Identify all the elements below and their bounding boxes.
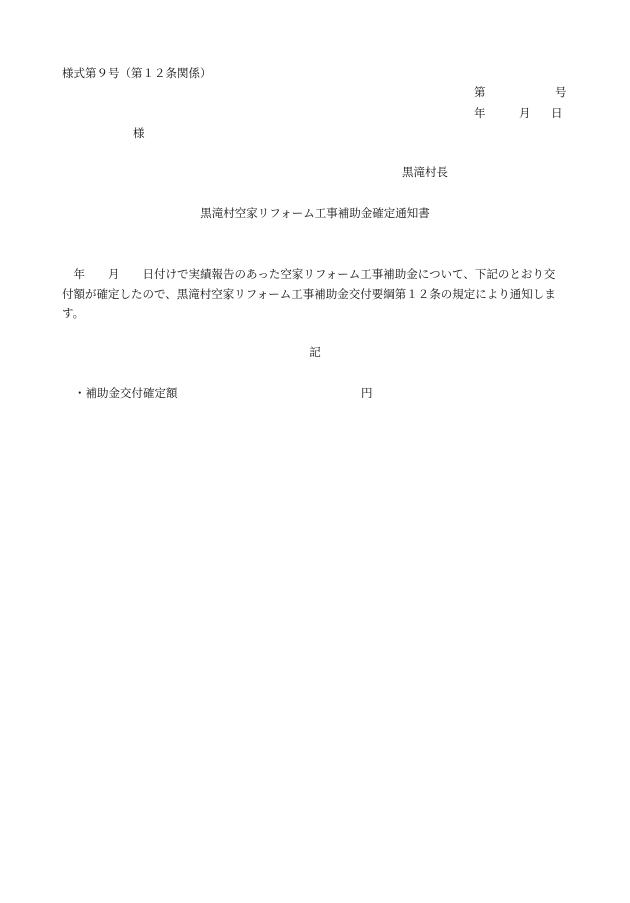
document-number-prefix: 第 [474,85,486,99]
document-number-suffix: 号 [555,85,567,99]
notice-body [62,265,582,324]
confirmed-amount-label: ・補助金交付確定額 [74,386,178,400]
date-month-label: 月 [519,106,531,120]
confirmed-amount-unit: 円 [361,386,373,400]
date-day-label: 日 [551,106,563,120]
record-heading: 記 [309,345,321,359]
issuer-name: 黒滝村長 [402,165,448,179]
notice-body-line: 付額が確定したので、黒滝村空家リフォーム工事補助金交付要綱第１２条の規定により通知しま [62,286,556,301]
document-title: 黒滝村空家リフォーム工事補助金確定通知書 [200,206,430,220]
notice-body-line: 年 月 日付けで実績報告のあった空家リフォーム工事補助金について、下記のとおり交 [62,267,556,281]
date-year-label: 年 [474,106,486,120]
addressee-suffix: 様 [133,126,145,140]
notice-body-line: す。 [62,306,85,320]
form-number: 様式第９号（第１２条関係） [62,66,212,80]
